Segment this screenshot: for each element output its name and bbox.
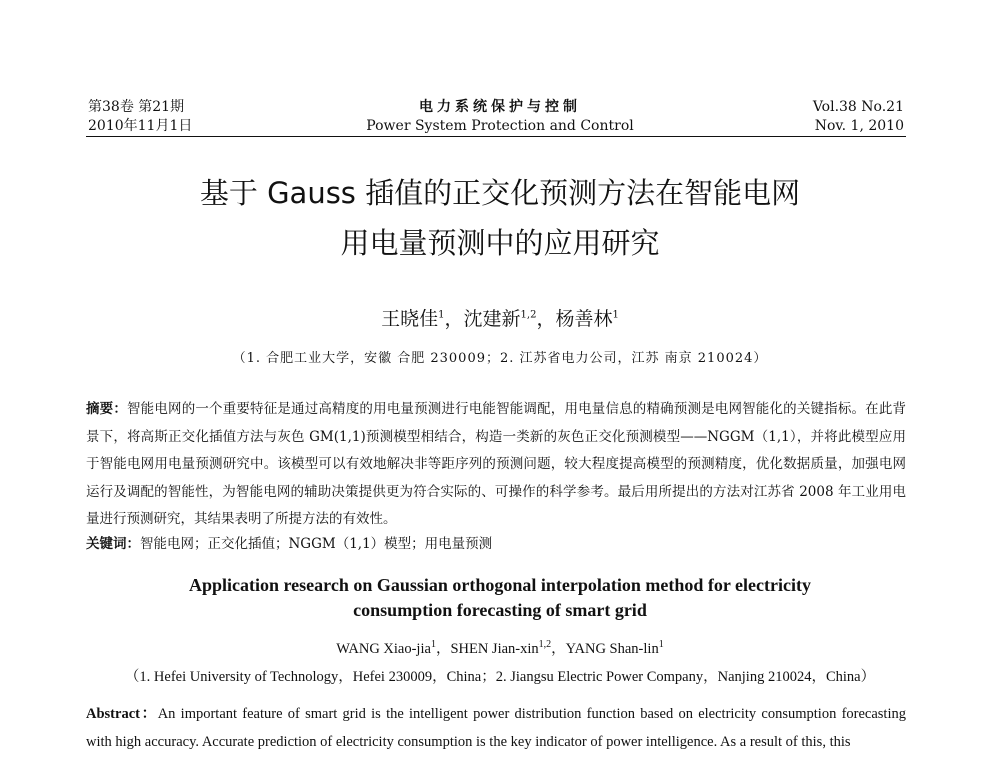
keywords-cn: [86, 533, 906, 555]
author-affil-mark: 1: [438, 309, 445, 321]
abstract-text-cn: 智能电网的一个重要特征是通过高精度的用电量预测进行电能智能调配，用电量信息的精确预测是电网智能化的关键指标。在此背景下，将高斯正交化插值方法与灰色 GM(1,1)预测模型相结合，构造一类新的灰色正交化预测模型——NGGM（1,1），并将此模型应用于智能电网用电量预测研究中。该模型可以有效地解决非等距序列的预测问题，较大程度提高模型的预测精度，优化数据质量，加强电网运行及调配的智能性，为智能电网的辅助决策提供更为符合实际的、可操作的科学参考。最后用所提出的方法对江苏省 2008 年工业用电量进行预测研究，其结果表明了所提方法的有效性。: [86, 401, 907, 527]
keywords-label-cn: 关键词：: [86, 536, 140, 552]
volume-issue-en: Vol.38 No.21: [812, 99, 904, 115]
abstract-label-cn: 摘要：: [86, 401, 128, 417]
author-name-en: WANG Xiao-jia: [336, 641, 431, 657]
abstract-cn: [86, 396, 906, 534]
author-affil-mark: 1,2: [538, 639, 552, 651]
paper-title-line1: 基于 Gauss 插值的正交化预测方法在智能电网: [199, 176, 801, 210]
journal-name-en: Power System Protection and Control: [366, 118, 634, 134]
paper-title-en: [0, 573, 1000, 623]
affiliations-cn: （1. 合肥工业大学，安徽 合肥 230009；2. 江苏省电力公司，江苏 南京 210024）: [232, 351, 768, 366]
paper-title-en-line1: Application research on Gaussian orthogonal interpolation method for electricity: [189, 575, 811, 595]
publication-date-en: Nov. 1, 2010: [814, 118, 904, 134]
author-name: 沈建新: [463, 308, 521, 330]
author-name: 杨善林: [555, 308, 613, 330]
author-separator: ，: [536, 308, 556, 330]
abstract-text-en: An important feature of smart grid is the intelligent power distribution function based on electricity consumption forecasting with high accuracy. Accurate prediction of electricity consumption is the key indicator of power intelligence. As a result of this, this: [86, 706, 906, 750]
volume-issue: 第38卷 第21期: [88, 99, 185, 115]
keywords-text-cn: 智能电网；正交化插值；NGGM（1,1）模型；用电量预测: [140, 536, 493, 552]
author-separator: ，: [551, 641, 566, 657]
abstract-en: [86, 700, 906, 756]
paper-title-line2: 用电量预测中的应用研究: [340, 226, 660, 260]
authors-cn: [0, 304, 1000, 331]
publication-date: 2010年11月1日: [88, 118, 193, 134]
author-name-en: SHEN Jian-xin: [450, 641, 539, 657]
abstract-label-en: Abstract：: [86, 706, 158, 722]
affiliations-en: （1. Hefei University of Technology，Hefei 230009，China；2. Jiangsu Electric Power Company，Nanjing 210024，China）: [124, 669, 876, 685]
journal-name-cn: 电力系统保护与控制: [419, 99, 581, 115]
authors-en: [0, 637, 1000, 658]
journal-issue-info-en: [813, 98, 904, 136]
header-rule: [86, 136, 906, 137]
author-separator: ，: [444, 308, 464, 330]
author-affil-mark: 1,2: [520, 309, 537, 321]
author-affil-mark: 1: [430, 639, 436, 651]
author-affil-mark: 1: [612, 309, 619, 321]
author-separator: ，: [435, 641, 451, 657]
author-affil-mark: 1: [658, 639, 664, 651]
paper-title-en-line2: consumption forecasting of smart grid: [353, 600, 647, 620]
author-name: 王晓佳: [381, 308, 439, 330]
author-name-en: YANG Shan-lin: [565, 641, 659, 657]
